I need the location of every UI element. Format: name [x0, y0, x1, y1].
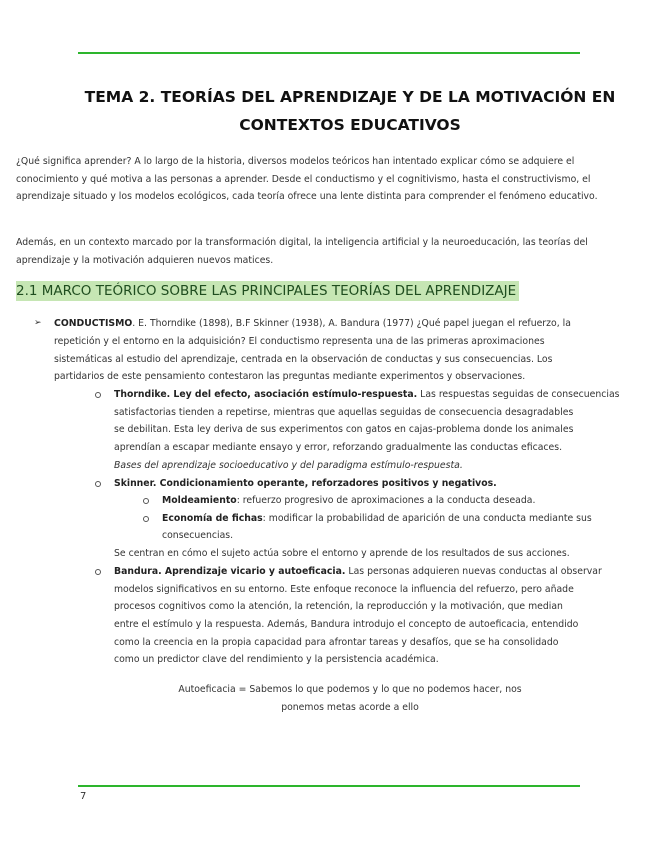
quote-line-2: ponemos metas acorde a ello — [281, 701, 419, 713]
circle-bullet-icon — [95, 481, 101, 487]
circle-bullet-icon — [95, 392, 101, 398]
thorndike-label: Thorndike. Ley del efecto, asociación estímulo-respuesta. — [114, 389, 418, 400]
bandura-line-5: como la creencia en la propia capacidad para afrontar tareas y desafíos, que se ha consolidado — [114, 637, 559, 648]
thorndike-line-1: Thorndike. Ley del efecto, asociación estímulo-respuesta. Las respuestas seguidas de consecuencias — [114, 389, 620, 400]
bandura-line-4: entre el estímulo y la respuesta. Además, Bandura introdujo el concepto de autoeficacia, entendido — [114, 619, 579, 630]
title-line-2: CONTEXTOS EDUCATIVOS — [239, 116, 461, 134]
economia-label: Economía de fichas — [162, 513, 263, 524]
moldeamiento-label: Moldeamiento — [162, 495, 237, 506]
circle-bullet-icon — [95, 569, 101, 575]
title-line-1: TEMA 2. TEORÍAS DEL APRENDIZAJE Y DE LA MOTIVACIÓN EN — [84, 88, 616, 106]
intro-paragraph-2: Además, en un contexto marcado por la transformación digital, la inteligencia artificial y la neuroeducación, las teorías del aprendizaje y la motivación adquieren nuevos matices. — [16, 237, 588, 266]
skinner-summary: Se centran en cómo el sujeto actúa sobre el entorno y aprende de los resultados de sus acciones. — [114, 548, 570, 559]
economia-line: Economía de fichas: modificar la probabilidad de aparición de una conducta mediante sus — [162, 513, 592, 524]
thorndike-line-4: aprendían a escapar mediante ensayo y error, reforzando gradualmente las conductas eficaces. — [114, 442, 563, 453]
thorndike-line-5: Bases del aprendizaje socioeducativo y del paradigma estímulo-respuesta. — [114, 460, 463, 471]
moldeamiento-line: Moldeamiento: refuerzo progresivo de aproximaciones a la conducta deseada. — [162, 495, 536, 506]
skinner-label: Skinner. Condicionamiento operante, reforzadores positivos y negativos. — [114, 478, 497, 489]
page-title — [40, 83, 655, 139]
bottom-rule — [78, 785, 580, 787]
circle-bullet-icon — [143, 516, 149, 522]
conductismo-label: CONDUCTISMO — [54, 318, 133, 329]
quote-line-1: Autoeficacia = Sabemos lo que podemos y lo que no podemos hacer, nos — [178, 684, 522, 695]
top-rule — [78, 52, 580, 54]
economia-line-2: consecuencias. — [162, 530, 234, 541]
intro-paragraph-1: ¿Qué significa aprender? A lo largo de la historia, diversos modelos teóricos han intentado explicar cómo se adquiere el conocimiento y qué motiva a las personas a aprender. Desde el conductismo y el cognitivismo, hasta el constructivismo, el aprendizaje situado y los modelos ecológicos, cada teoría ofrece una lente distinta para comprender el fenómeno educativo. — [16, 156, 598, 202]
page-number: 7 — [80, 791, 87, 802]
section-heading: 2.1 MARCO TEÓRICO SOBRE LAS PRINCIPALES TEORÍAS DEL APRENDIZAJE — [16, 281, 519, 301]
thorndike-line-2: satisfactorias tienden a repetirse, mientras que aquellas seguidas de consecuencia desagradables — [114, 407, 574, 418]
bandura-line-1: Bandura. Aprendizaje vicario y autoeficacia. Las personas adquieren nuevas conductas al observar — [114, 566, 602, 577]
conductismo-line-1: CONDUCTISMO. E. Thorndike (1898), B.F Skinner (1938), A. Bandura (1977) ¿Qué papel juegan el refuerzo, la — [54, 318, 571, 329]
autoeficacia-quote — [100, 681, 600, 716]
circle-bullet-icon — [143, 498, 149, 504]
arrow-bullet-icon: ➢ — [34, 318, 42, 328]
thorndike-line-3: se debilitan. Esta ley deriva de sus experimentos con gatos en cajas-problema donde los animales — [114, 424, 574, 435]
conductismo-line-2: repetición y el entorno en la adquisición? El conductismo representa una de las primeras aproximaciones — [54, 336, 545, 347]
conductismo-line-4: partidarios de este pensamiento contestaron las preguntas mediante experimentos y observaciones. — [54, 371, 526, 382]
bandura-line-6: como un predictor clave del rendimiento y la persistencia académica. — [114, 654, 439, 665]
bandura-line-2: modelos significativos en su entorno. Este enfoque reconoce la influencia del refuerzo, pero añade — [114, 584, 574, 595]
bandura-label: Bandura. Aprendizaje vicario y autoeficacia. — [114, 566, 346, 577]
bandura-line-3: procesos cognitivos como la atención, la retención, la reproducción y la motivación, que median — [114, 601, 563, 612]
conductismo-line-3: sistemáticas al estudio del aprendizaje, centrada en la observación de conductas y sus consecuencias. Los — [54, 354, 553, 365]
